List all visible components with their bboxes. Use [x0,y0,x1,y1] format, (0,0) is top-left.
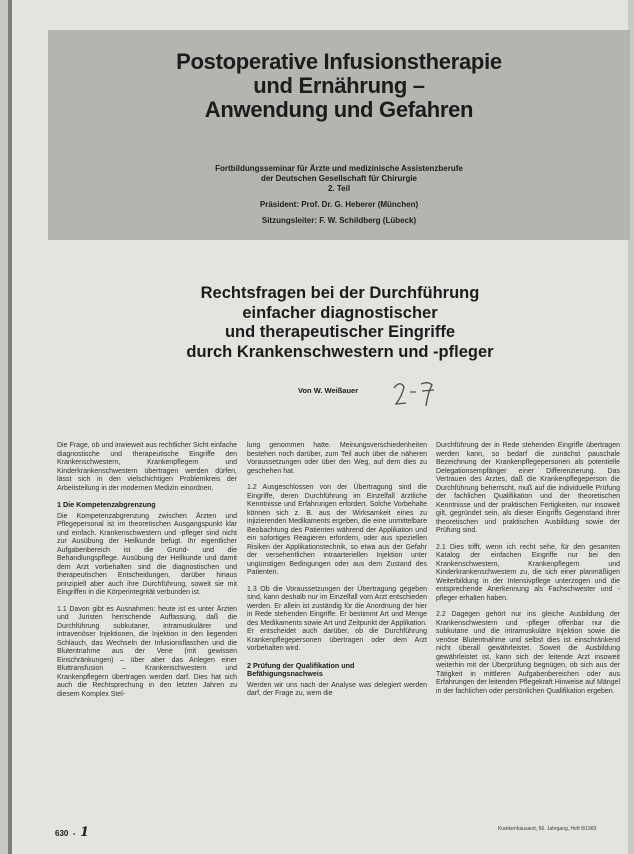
series-title-line: Postoperative Infusionstherapie [176,49,502,74]
handwritten-annotation [390,378,440,408]
article-title-line: einfacher diagnostischer [242,303,438,322]
seminar-line: der Deutschen Gesellschaft für Chirurgie [260,174,418,183]
text-column-1 [57,442,237,707]
seminar-line: 2. Teil [327,184,351,193]
article-title-line: durch Krankenschwestern und -pfleger [186,342,494,361]
series-title-line: Anwendung und Gefahren [204,97,474,122]
journal-footer: Krankenhausarzt, 56. Jahrgang, Heft 8/1983 [498,826,597,832]
paragraph: 2.2 Dagegen gehört nur ins gleiche Ausbildung der Krankenschwestern und -pfleger offenbar nur die subkutane und die intramuskuläre Injektion sowie die venöse Blutentnahme und selbst dies ist einschränkend nicht überall gewährleistet. Soweit die Ausbildung gewährleistet ist, kann sich der leitende Arzt insoweit weiterhin mit der Überprüfung begnügen, ob sich aus der Tätigkeit in mittleren Aufgabenbereichen oder aus Erfahrungen der leitenden Pflegekraft Hinweise auf Mängel in der fachlichen oder persönlichen Qualifikation ergeben. [436,611,620,695]
series-title [48,50,630,122]
article-title-line: Rechtsfragen bei der Durchführung [200,284,480,302]
page-number-footer [55,825,89,840]
page-number: 630 [55,829,69,838]
author-byline: Von W. Weißauer [298,386,359,395]
president-line: Präsident: Prof. Dr. G. Heberer (München) [259,200,419,209]
paragraph: Die Frage, ob und inwieweit aus rechtlicher Sicht einfache diagnostische und therapeutische Eingriffe den Krankenschwestern, Krankenpflegern und Kinderkrankenschwestern übertragen werden dürfen, lässt sich in den vielschichtigen Problemkreis der Arbeitsteilung in der modernen Medizin einordnen. [57,442,237,492]
paragraph: 1.1 Davon gibt es Ausnahmen: heute ist es unter Ärzten und Juristen herrschende Auffassung, daß die Durchführung subkutaner, intramuskulärer und intravenöser Injektionen, die Injektion in den liegenden Schlauch, das Wechseln der Infusionsflaschen und die Blutentnahme aus der Vene (mit gewissen Einschränkungen) – über aber das Anlegen einer Bluttransfusion – Krankenschwestern und Krankenpflegern übertragen werden darf. Dies hat sich auch die Rechtsprechung in den letzten Jahren zu diesem Komplex Stel- [57,605,237,698]
section-heading: 1 Die Kompetenzabgrenzung [57,500,156,509]
paragraph: Werden wir uns nach der Analyse was delegiert werden darf, der Frage zu, wem die [247,681,427,697]
article-title [150,284,530,362]
page-dash: - [70,829,78,838]
paragraph: Durchführung der in Rede stehenden Eingriffe übertragen werden kann, so bedarf die zunächst pauschale Bezeichnung der Krankenpflegepersonen als potentielle Delegationsempfänger einer Differenzierung. Das Vertrauen des Arztes, daß die Krankenpflegeperson die Durchführung beherrscht, muß auf die individuelle Prüfung der fachlichen Qualifikation und der theoretischen Kenntnisse und der praktischen Fertigkeiten, nur insoweit gilt, gegründet sein, als dieser Eingriffs Gegenstand ihrer theoretischen und praktischen Ausbildung sowie der Prüfung sind. [436,442,620,534]
paragraph: Die Kompetenzabgrenzung zwischen Ärzten und Pflegepersonal ist im theoretischen Ausgangspunkt klar und einfach. Krankenschwestern und -pfleger sind nicht zur Ausübung der Heilkunde befugt. Ihr eigentlicher Aufgabenbereich ist die Grund- und die Behandlungspflege. Ausübung der Heilkunde und damit dem Arzt vorbehalten sind die diagnostischen und therapeutischen Entscheidungen, darüber hinaus prinzipiell aber auch ihre Durchführung, soweit sie mit Eingriffen in die Körperintegrität verbunden ist. [57,512,237,596]
section-heading: 2 Prüfung der Qualifikation und Befähigungsnachweis [247,660,355,678]
paragraph: 1.3 Ob die Voraussetzungen der Übertragung gegeben sind, kann deshalb nur im Einzelfall vom Arzt entschieden werden. Er allein ist zuständig für die Anordnung der hier in Rede stehenden Eingriffe. Er bestimmt Art und Menge des Medikaments sowie Art und Zeitpunkt der Applikation. Er entscheidet auch darüber, ob die Durchführung Krankenpflegepersonen übertragen oder dem Arzt vorbehalten wird. [247,585,427,652]
paragraph: 2.1 Dies trifft, wenn ich recht sehe, für den gesamten Katalog der einfachen Eingriffe nur bei den Krankenschwestern, Krankenpflegern und Kinderkrankenschwestern zu, die sich einer planmäßigen Weiterbildung in der Intensivpflege unterzogen und die entsprechende Anerkennung als Fachschwester und -pfleger erhalten haben. [436,543,620,602]
article-title-line: und therapeutischer Eingriffe [224,323,456,341]
handwritten-mark: 1 [79,825,89,840]
seminar-line: Fortbildungsseminar für Ärzte und medizinische Assistenzberufe [215,164,463,173]
page-binding-edge [8,0,12,854]
series-title-line: und Ernährung – [253,73,425,98]
paragraph: lung genommen hatte. Meinungsverschiedenheiten bestehen noch darüber, zum Teil auch über die näheren Voraussetzungen oder über den Weg, auf dem dies zu geschehen hat. [247,442,427,475]
text-column-3 [436,442,620,704]
seminar-info [48,164,630,226]
paragraph: 1.2 Ausgeschlossen von der Übertragung sind die Eingriffe, deren Durchführung im Einzelfall ärztliche Kenntnisse und Erfahrungen erfordert. Solche Vorbehalte können sich z. B. aus der Wirksamkeit eines zu injizierenden Medikaments ergeben, die eine unmittelbare Beobachtung des Patienten während der Applikation und ein sofortiges Reagieren erfordern, oder aus speziellen Risiken der Applikationstechnik, so etwa aus der Gefahr der versehentlichen intraarteriellen Injektion unter ungünstigen Bedingungen oder aus dem Zustand des Patienten. [247,484,427,576]
text-column-2 [247,442,427,707]
chair-line: Sitzungsleiter: F. W. Schildberg (Lübeck) [261,216,417,225]
